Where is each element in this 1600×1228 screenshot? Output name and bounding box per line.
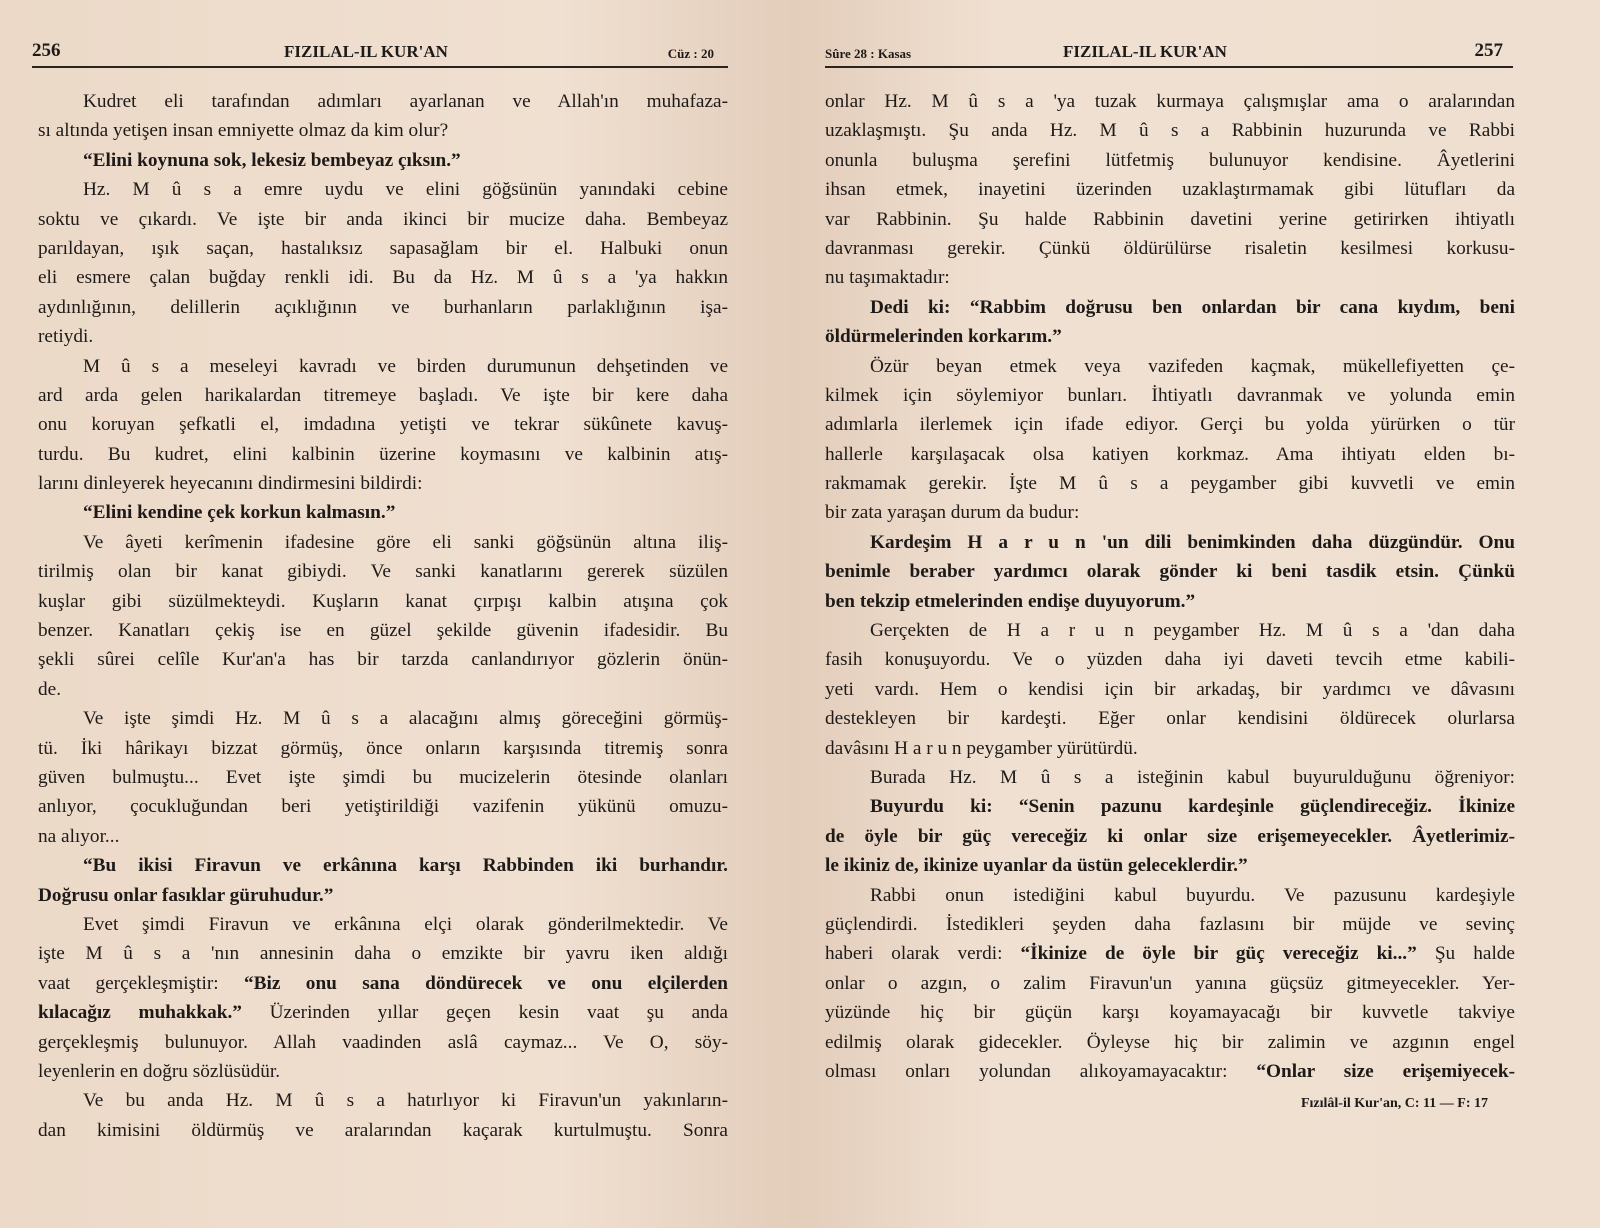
text-line: Doğrusu onlar fasıklar güruhudur.” [38, 884, 334, 906]
text-line: davâsını H a r u n peygamber yürütürdü. [825, 737, 1138, 759]
right-page-number: 257 [1474, 40, 1503, 61]
text-line: işte M û s a 'nın annesinin daha o emzikte bir yavru iken aldığı [38, 943, 728, 965]
text-line: ard arda gelen harikalardan titremeye başladı. Ve işte bir kere daha [38, 384, 728, 406]
text-line: hallerle karşılaşacak olsa katiyen korkmaz. Ama ihtiyatı elden bı- [825, 443, 1515, 465]
text-line: tirilmiş olan bir kanat gibiydi. Ve sanki kanatlarını gererek süzülen [38, 561, 728, 583]
text-line: Gerçekten de H a r u n peygamber Hz. M û s a 'dan daha [870, 620, 1515, 642]
left-page [0, 0, 795, 1228]
text-line: yeti vardı. Hem o kendisi için bir arkadaş, bir yardımcı ve dâvasını [825, 678, 1515, 700]
text-line: onunla buluşma şerefini lütfetmiş bulunuyor kendisine. Âyetlerini [825, 149, 1515, 171]
text-line: güven bulmuştu... Evet işte şimdi bu mucizelerin ötesinde olanları [38, 766, 728, 788]
text-line: de öyle bir güç vereceğiz ki onlar size erişemeyecekler. Âyetlerimiz- [825, 825, 1515, 847]
text-line: Ve işte şimdi Hz. M û s a alacağını almış göreceğini görmüş- [83, 708, 728, 730]
text-line: Dedi ki: “Rabbim doğrusu ben onlardan bir cana kıydım, beni [870, 296, 1515, 318]
text-line: eli esmere çalan buğday renkli idi. Bu da Hz. M û s a 'ya hakkın [38, 267, 728, 289]
text-line: davranması gerekir. Çünkü öldürülürse risaletin kesilmesi korkusu- [825, 237, 1515, 259]
text-line: benzer. Kanatları çekiş ise en güzel şekilde güvenin ifadesidir. Bu [38, 620, 728, 642]
text-line: yüzünde hiç bir güçün karşı koyamayacağı bir kuvvetle takviye [825, 1002, 1515, 1024]
text-line: “Elini koynuna sok, lekesiz bembeyaz çıksın.” [83, 149, 461, 171]
text-line: onlar o azgın, o zalim Firavun'un yanına güçsüz gitmeyecekler. Yer- [825, 972, 1515, 994]
text-line: Buyurdu ki: “Senin pazunu kardeşinle güçlendireceğiz. İkinize [870, 796, 1515, 818]
right-page-header [825, 40, 1513, 68]
text-line: adımlarla ilerlemek için ifade ediyor. Gerçi bu yolda yürürken o tür [825, 414, 1515, 436]
text-line: şekli sûrei celîle Kur'an'a has bir tarzda canlandırıyor gözlerin önün- [38, 649, 728, 671]
left-section-label: Cüz : 20 [667, 46, 714, 61]
right-section-label: Sûre 28 : Kasas [825, 46, 912, 61]
text-line: destekleyen bir kardeşti. Eğer onlar kendisini öldürecek olurlarsa [825, 708, 1515, 730]
text-line: güçlendirdi. İstedikleri şeyden daha fazlasını bir müjde ve sevinç [825, 913, 1515, 935]
right-running-title: FIZILAL-IL KUR'AN [1063, 42, 1227, 61]
text-line: nu taşımaktadır: [825, 267, 950, 289]
text-line: ihsan etmek, inayetini üzerinden uzaklaştırmamak gibi lütufları da [825, 179, 1515, 201]
text-line: dan kimisini öldürmüş ve aralarından kaçarak kurtulmuştu. Sonra [38, 1119, 728, 1141]
text-line: bir zata yaraşan durum da budur: [825, 502, 1080, 524]
text-line: haberi olarak verdi: “İkinize de öyle bir güç vereceğiz ki...” Şu halde [825, 943, 1515, 965]
text-line: de. [38, 678, 62, 700]
text-line: tü. İki hârikayı bizzat görmüş, önce onların karşısında titremiş sonra [38, 737, 728, 759]
text-line: kilmek için söylemiyor bunları. İhtiyatlı davranmak ve yolunda emin [825, 384, 1515, 406]
text-line: leyenlerin en doğru sözlüsüdür. [38, 1060, 281, 1082]
left-page-body [38, 87, 728, 1145]
text-line: vaat gerçekleşmiştir: “Biz onu sana döndürecek ve onu elçilerden [38, 972, 728, 994]
left-running-title: FIZILAL-IL KUR'AN [284, 42, 448, 61]
left-page-number: 256 [32, 40, 61, 61]
text-line: Kardeşim H a r u n 'un dili benimkinden daha düzgündür. Onu [870, 531, 1515, 553]
text-line: “Bu ikisi Firavun ve erkânına karşı Rabbinden iki burhandır. [83, 855, 728, 877]
text-line: le ikiniz de, ikinize uyanlar da üstün geleceklerdir.” [825, 855, 1248, 877]
text-line: kılacağız muhakkak.” Üzerinden yıllar geçen kesin vaat şu anda [38, 1002, 728, 1024]
page-footer-signature: Fızılâl-il Kur'an, C: 11 — F: 17 [1300, 1096, 1488, 1111]
text-line: öldürmelerinden korkarım.” [825, 326, 1062, 348]
text-line: aydınlığının, delillerin açıklığının ve burhanların parlaklığının işa- [38, 296, 728, 318]
text-line: Burada Hz. M û s a isteğinin kabul buyurulduğunu öğreniyor: [870, 766, 1515, 788]
text-line: benimle beraber yardımcı olarak gönder ki beni tasdik etsin. Çünkü [825, 561, 1515, 583]
text-line: Ve âyeti kerîmenin ifadesine göre eli sanki göğsünün altına iliş- [83, 531, 728, 553]
text-line: parıldayan, ışık saçan, hastalıksız sapasağlam bir el. Halbuki onun [38, 237, 728, 259]
text-line: var Rabbinin. Şu halde Rabbinin davetini yerine getirirken ihtiyatlı [825, 208, 1515, 230]
right-page-body [825, 87, 1515, 1086]
text-line: gerçekleşmiş bulunuyor. Allah vaadinden aslâ caymaz... Ve O, söy- [38, 1031, 728, 1053]
text-line: sı altında yetişen insan emniyette olmaz da kim olur? [38, 120, 449, 142]
left-page-header [32, 40, 728, 68]
text-line: Hz. M û s a emre uydu ve elini göğsünün yanındaki cebine [83, 179, 728, 201]
text-line: onu koruyan şefkatli el, imdadına yetişti ve tekrar sükûnete kavuş- [38, 414, 728, 436]
text-line: turdu. Bu kudret, elini kalbinin üzerine koymasını ve kalbinin atış- [38, 443, 728, 465]
text-line: Ve bu anda Hz. M û s a hatırlıyor ki Firavun'un yakınların- [83, 1090, 728, 1112]
text-line: soktu ve çıkardı. Ve işte bir anda ikinci bir mucize daha. Bembeyaz [38, 208, 728, 230]
text-line: Özür beyan etmek veya vazifeden kaçmak, mükellefiyetten çe- [870, 355, 1515, 377]
text-line: uzaklaşmıştı. Şu anda Hz. M û s a Rabbinin huzurunda ve Rabbi [825, 120, 1515, 142]
text-line: Rabbi onun istediğini kabul buyurdu. Ve pazusunu kardeşiyle [870, 884, 1515, 906]
right-page [795, 0, 1600, 1228]
text-line: anlıyor, çocukluğundan beri yetiştirildiği vazifenin yükünü omuzu- [38, 796, 728, 818]
text-line: rakmamak gerekir. İşte M û s a peygamber gibi kuvvetli ve emin [825, 473, 1515, 495]
text-line: na alıyor... [38, 825, 120, 847]
text-line: “Elini kendine çek korkun kalmasın.” [83, 502, 396, 524]
text-line: fasih konuşuyordu. Ve o yüzden daha iyi daveti tevcih etme kabili- [825, 649, 1515, 671]
text-line: Kudret eli tarafından adımları ayarlanan ve Allah'ın muhafaza- [83, 91, 728, 112]
text-line: kuşlar gibi süzülmekteydi. Kuşların kanat çırpışı kalbin atışına çok [38, 590, 728, 612]
text-line: onlar Hz. M û s a 'ya tuzak kurmaya çalışmışlar ama o aralarından [825, 91, 1515, 112]
text-line: ben tekzip etmelerinden endişe duyuyorum.” [825, 590, 1196, 612]
text-line: M û s a meseleyi kavradı ve birden durumunun dehşetinden ve [83, 355, 728, 377]
text-line: larını dinleyerek heyecanını dindirmesini bildirdi: [38, 473, 423, 495]
text-line: retiydi. [38, 326, 94, 348]
text-line: Evet şimdi Firavun ve erkânına elçi olarak gönderilmektedir. Ve [83, 913, 728, 935]
text-line: olması onları yolundan alıkoyamayacaktır: “Onlar size erişemiyecek- [825, 1060, 1515, 1082]
text-line: edilmiş olarak gidecekler. Öyleyse hiç bir zalimin ve azgının engel [825, 1031, 1515, 1053]
